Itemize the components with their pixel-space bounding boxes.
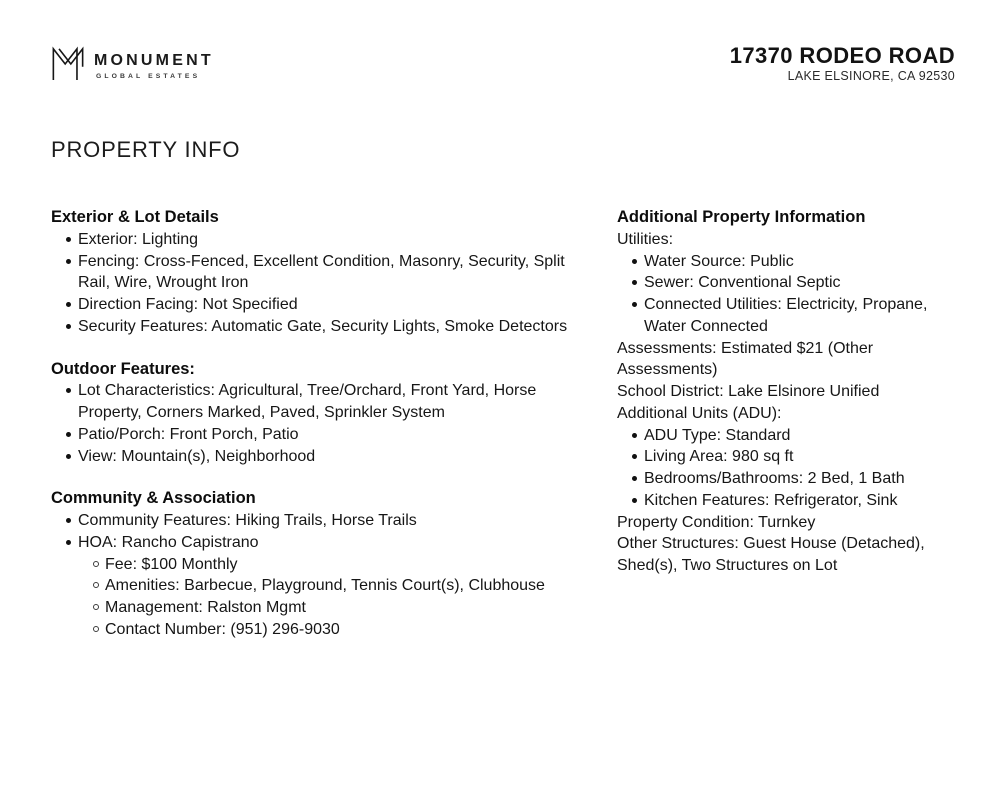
left-column: [51, 207, 587, 641]
list-item: Lot Characteristics: Agricultural, Tree/Orchard, Front Yard, Horse Property, Corners Marked, Paved, Sprinkler System: [51, 380, 587, 424]
hollow-bullet-icon: [93, 626, 99, 632]
bullet-list: [51, 229, 587, 338]
list-item: Direction Facing: Not Specified: [51, 294, 587, 316]
adu-label: Additional Units (ADU):: [617, 404, 782, 422]
bullet-icon: [632, 498, 637, 503]
section-additional-property-info: [617, 207, 955, 577]
list-item: ADU Type: Standard: [617, 425, 955, 447]
list-item: View: Mountain(s), Neighborhood: [51, 446, 587, 468]
property-address: [730, 44, 955, 83]
brand-tagline: GLOBAL ESTATES: [96, 73, 201, 80]
utilities-label: Utilities:: [617, 230, 674, 248]
bullet-icon: [66, 388, 71, 393]
bullet-list: [617, 251, 955, 338]
sub-list-item: Management: Ralston Mgmt: [51, 597, 587, 619]
sub-list-item: Amenities: Barbecue, Playground, Tennis Court(s), Clubhouse: [51, 575, 587, 597]
school-district-line: School District: Lake Elsinore Unified: [617, 383, 880, 401]
section-heading: Community & Association: [51, 489, 256, 508]
bullet-icon: [66, 432, 71, 437]
list-item: Security Features: Automatic Gate, Security Lights, Smoke Detectors: [51, 316, 587, 338]
brand-logo: [51, 44, 214, 82]
section-heading: Exterior & Lot Details: [51, 208, 219, 227]
bullet-icon: [632, 433, 637, 438]
hollow-bullet-icon: [93, 582, 99, 588]
bullet-icon: [66, 540, 71, 545]
sub-bullet-list: [51, 554, 587, 641]
bullet-icon: [66, 324, 71, 329]
hollow-bullet-icon: [93, 561, 99, 567]
list-item: Exterior: Lighting: [51, 229, 587, 251]
bullet-icon: [632, 259, 637, 264]
content-columns: [0, 207, 991, 641]
page-title: PROPERTY INFO: [51, 137, 241, 163]
right-column: [617, 207, 955, 641]
list-item: Bedrooms/Bathrooms: 2 Bed, 1 Bath: [617, 468, 955, 490]
property-condition-line: Property Condition: Turnkey: [617, 513, 816, 531]
section-outdoor-features: [51, 359, 587, 468]
section-exterior-lot-details: [51, 207, 587, 338]
sub-list-item: Contact Number: (951) 296-9030: [51, 619, 587, 641]
monument-monogram-icon: [51, 44, 85, 82]
other-structures-line: Other Structures: Guest House (Detached), Shed(s), Two Structures on Lot: [617, 535, 925, 575]
bullet-icon: [66, 237, 71, 242]
list-item: Connected Utilities: Electricity, Propane, Water Connected: [617, 294, 955, 338]
list-item: Sewer: Conventional Septic: [617, 272, 955, 294]
section-heading: Additional Property Information: [617, 208, 866, 227]
sub-list-item: Fee: $100 Monthly: [51, 554, 587, 576]
assessments-line: Assessments: Estimated $21 (Other Assessments): [617, 339, 874, 379]
list-item: Fencing: Cross-Fenced, Excellent Condition, Masonry, Security, Split Rail, Wire, Wrought Iron: [51, 251, 587, 295]
bullet-icon: [632, 302, 637, 307]
section-community-association: [51, 488, 587, 640]
address-street: 17370 RODEO ROAD: [729, 43, 955, 68]
section-heading: Outdoor Features:: [51, 359, 195, 378]
list-item: Water Source: Public: [617, 251, 955, 273]
list-item: Patio/Porch: Front Porch, Patio: [51, 424, 587, 446]
bullet-icon: [632, 280, 637, 285]
bullet-icon: [66, 454, 71, 459]
brand-text: [94, 44, 214, 81]
list-item: Kitchen Features: Refrigerator, Sink: [617, 490, 955, 512]
hollow-bullet-icon: [93, 604, 99, 610]
bullet-icon: [632, 454, 637, 459]
header: [0, 0, 991, 83]
bullet-list: [617, 425, 955, 512]
bullet-icon: [66, 259, 71, 264]
list-item: HOA: Rancho Capistrano: [51, 532, 587, 554]
bullet-list: [51, 510, 587, 554]
brand-name: MONUMENT: [94, 52, 214, 69]
address-city-state-zip: LAKE ELSINORE, CA 92530: [787, 69, 955, 84]
bullet-icon: [66, 518, 71, 523]
list-item: Living Area: 980 sq ft: [617, 446, 955, 468]
bullet-icon: [66, 302, 71, 307]
list-item: Community Features: Hiking Trails, Horse Trails: [51, 510, 587, 532]
bullet-icon: [632, 476, 637, 481]
bullet-list: [51, 380, 587, 467]
